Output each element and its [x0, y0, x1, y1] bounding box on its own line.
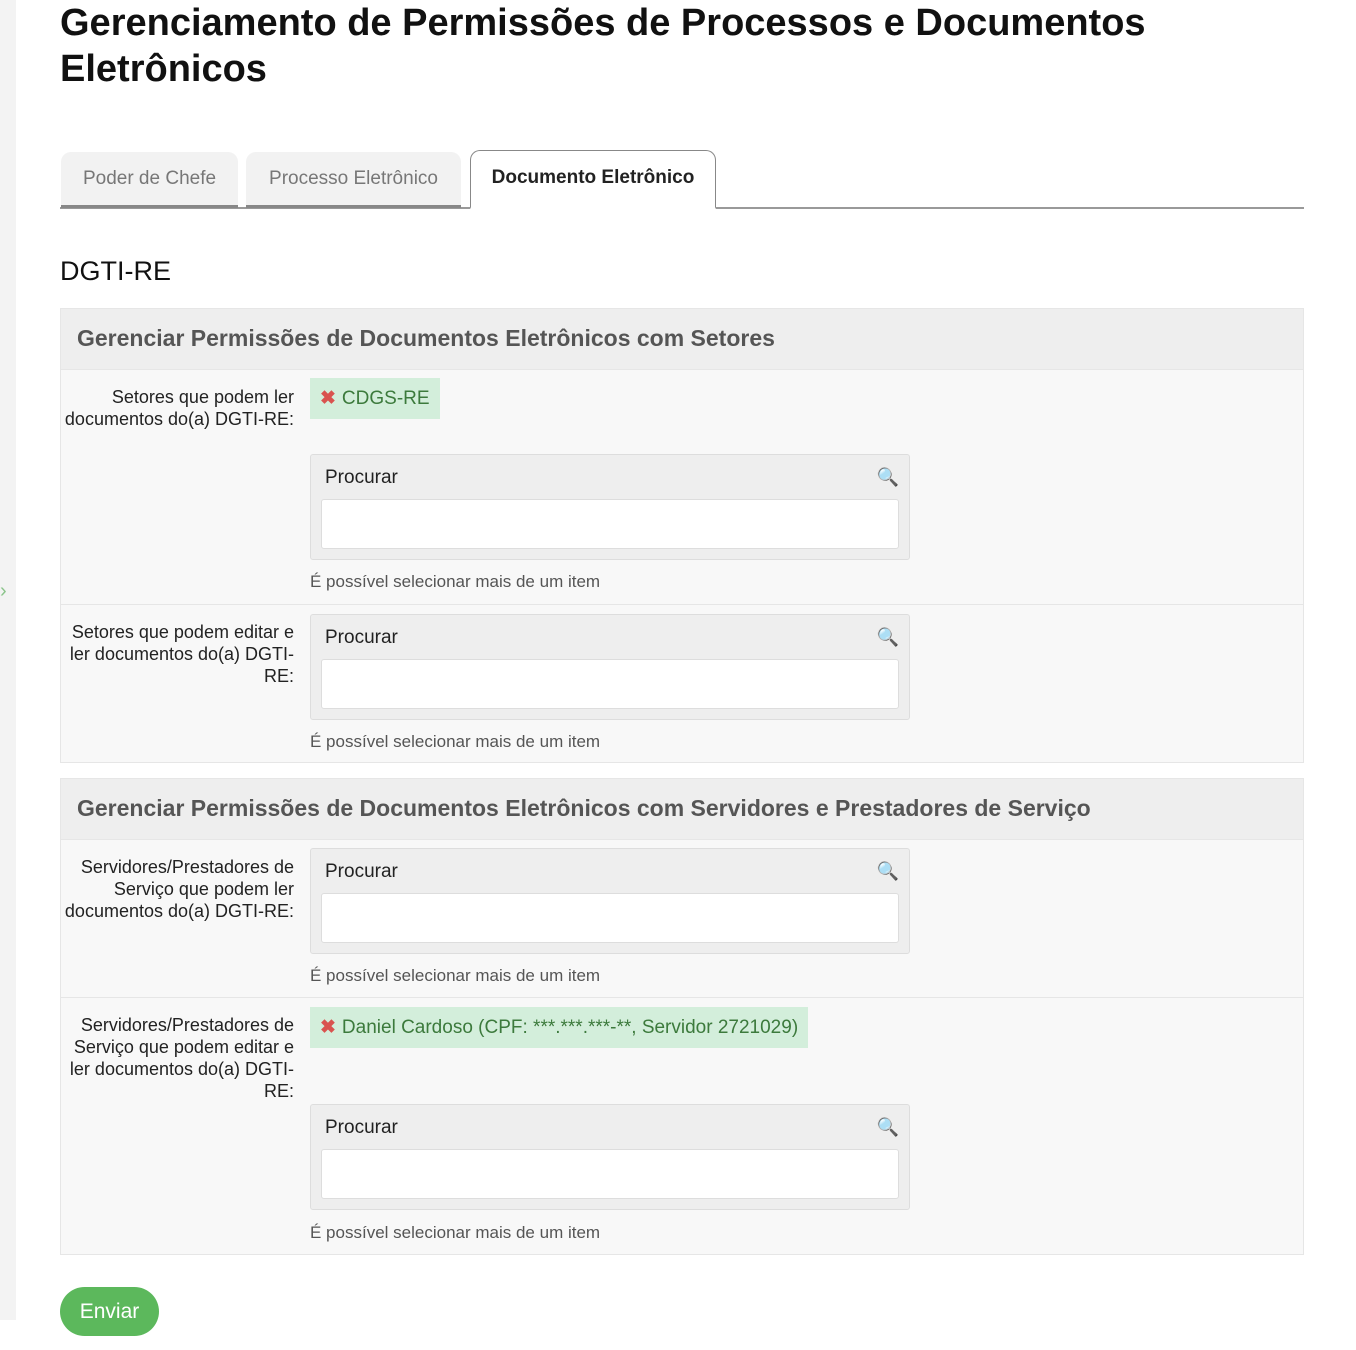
search-box [310, 848, 910, 954]
row-setores-ler [61, 369, 1303, 604]
help-text: É possível selecionar mais de um item [310, 732, 601, 751]
search-input[interactable] [321, 659, 899, 709]
help-text: É possível selecionar mais de um item [310, 966, 601, 985]
search-label: Procurar [325, 861, 398, 882]
field-label: Servidores/Prestadores de Serviço que podem editar e ler documentos do(a) DGTI-RE: [69, 1015, 294, 1101]
row-servidores-ler [61, 839, 1303, 997]
tag-label: Daniel Cardoso (CPF: ***.***.***-**, Servidor 2721029) [341, 1017, 799, 1038]
field-label: Setores que podem ler documentos do(a) DGTI-RE: [64, 387, 294, 429]
field-label: Setores que podem editar e ler documentos do(a) DGTI-RE: [69, 622, 294, 686]
help-text: É possível selecionar mais de um item [310, 572, 601, 591]
tab-documento-eletronico[interactable]: Documento Eletrônico [470, 150, 716, 209]
search-icon: 🔍 [876, 861, 899, 881]
selected-item-tag [310, 378, 440, 419]
search-icon: 🔍 [876, 1117, 899, 1137]
search-icon: 🔍 [876, 627, 899, 647]
field-label: Servidores/Prestadores de Serviço que podem ler documentos do(a) DGTI-RE: [64, 857, 294, 921]
chevron-right-icon[interactable]: › [0, 580, 7, 602]
tab-poder-de-chefe[interactable]: Poder de Chefe [61, 152, 238, 208]
search-input[interactable] [321, 893, 899, 943]
search-input[interactable] [321, 499, 899, 549]
selected-item-tag [310, 1007, 808, 1048]
tab-processo-eletronico[interactable]: Processo Eletrônico [246, 152, 461, 208]
tab-bar [60, 150, 1304, 209]
section-servidores [60, 778, 1304, 1255]
remove-icon[interactable]: ✖ [320, 1017, 336, 1038]
row-setores-editar [61, 604, 1303, 762]
page-title: Gerenciamento de Permissões de Processos e Documentos Eletrônicos [60, 2, 1146, 90]
search-input[interactable] [321, 1149, 899, 1199]
side-panel-edge [0, 0, 16, 1320]
unit-heading: DGTI-RE [60, 256, 171, 286]
search-label: Procurar [325, 1117, 398, 1138]
search-label: Procurar [325, 627, 398, 648]
search-box [310, 454, 910, 560]
submit-button[interactable]: Enviar [60, 1287, 159, 1336]
search-icon: 🔍 [876, 467, 899, 487]
tag-label: CDGS-RE [341, 388, 430, 409]
section-title: Gerenciar Permissões de Documentos Eletrônicos com Setores [61, 309, 1303, 369]
remove-icon[interactable]: ✖ [320, 388, 336, 409]
section-title: Gerenciar Permissões de Documentos Eletrônicos com Servidores e Prestadores de Serviço [61, 779, 1303, 839]
help-text: É possível selecionar mais de um item [310, 1223, 601, 1242]
search-box [310, 614, 910, 720]
search-box [310, 1104, 910, 1210]
row-servidores-editar [61, 997, 1303, 1254]
section-setores [60, 308, 1304, 763]
search-label: Procurar [325, 467, 398, 488]
